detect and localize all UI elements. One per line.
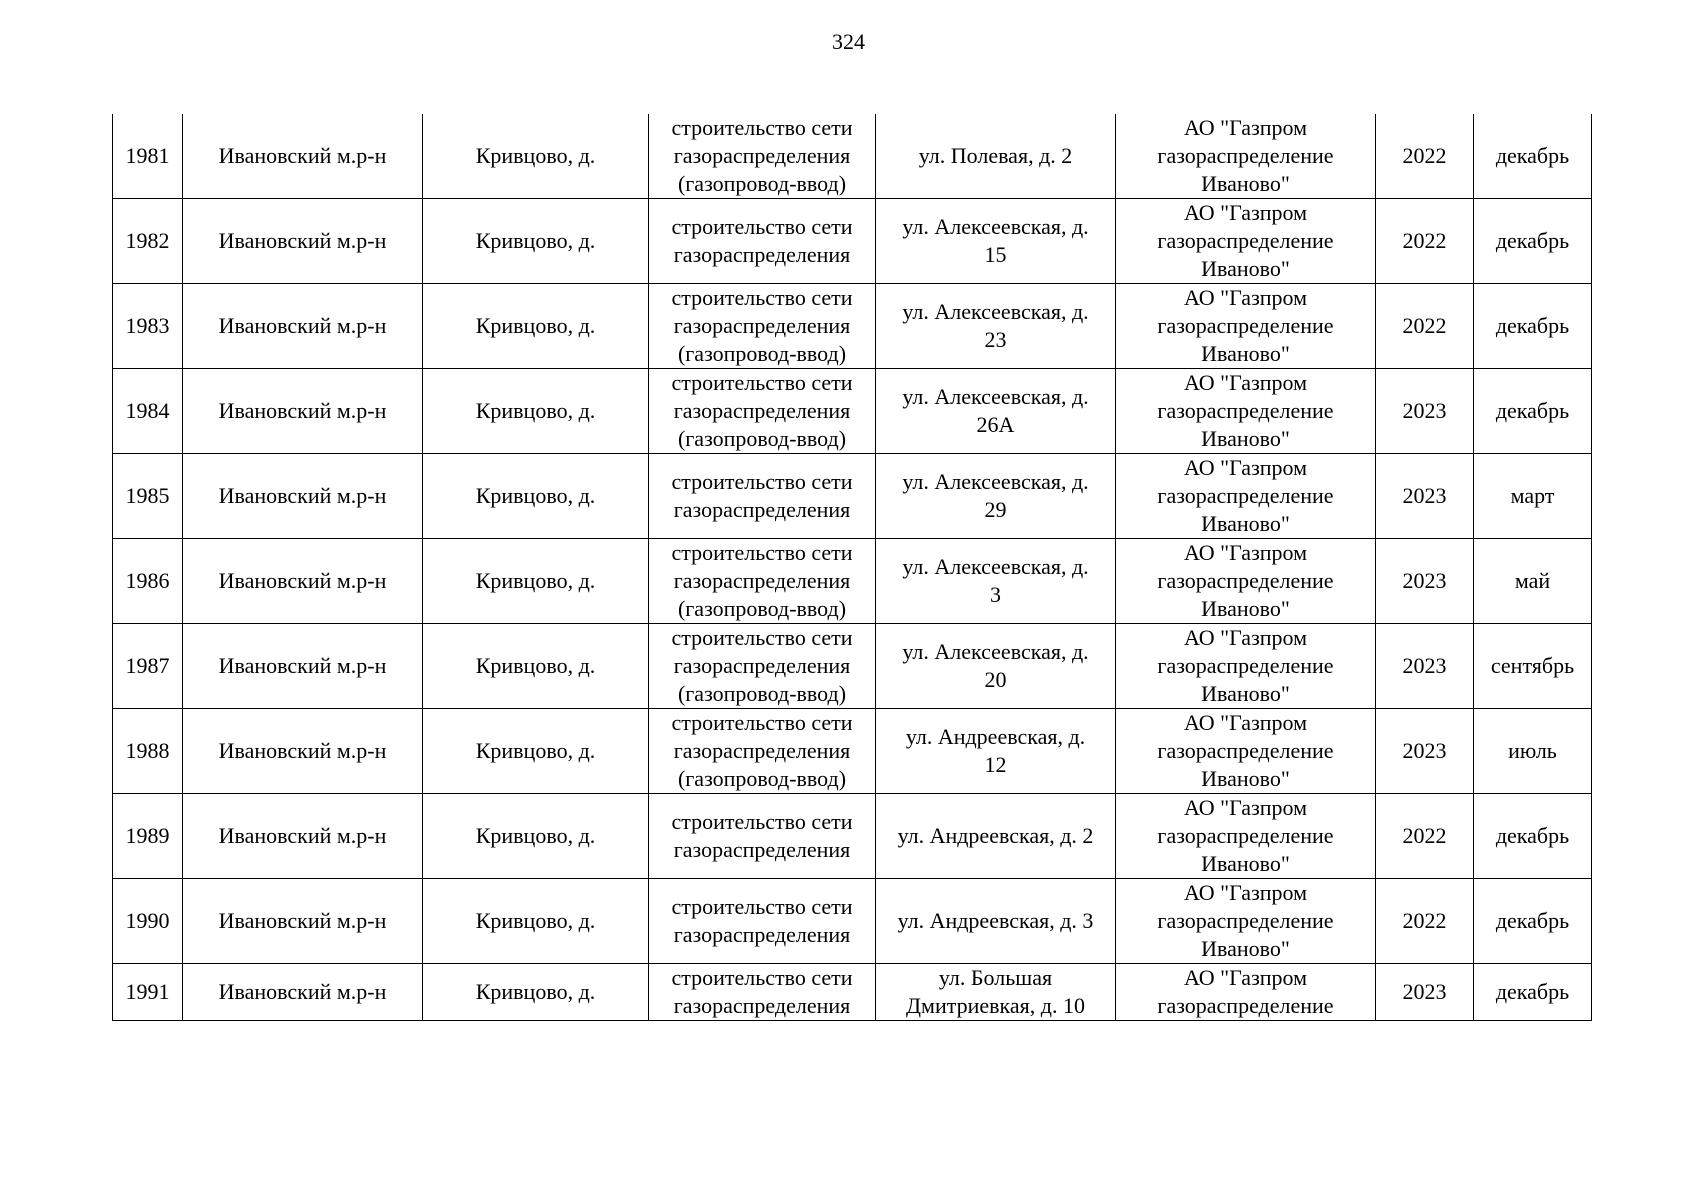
month-cell: декабрь: [1474, 199, 1592, 284]
month-cell: декабрь: [1474, 114, 1592, 199]
organization-cell: АО "Газпром газораспределение Иваново": [1116, 794, 1376, 879]
address-cell: ул. Андреевская, д. 2: [876, 794, 1116, 879]
month-cell: декабрь: [1474, 284, 1592, 369]
year-cell: 2023: [1376, 454, 1474, 539]
row-number: 1988: [113, 709, 183, 794]
row-number: 1982: [113, 199, 183, 284]
address-cell: ул. Алексеевская, д. 23: [876, 284, 1116, 369]
organization-cell: АО "Газпром газораспределение Иваново": [1116, 709, 1376, 794]
work-type-cell: строительство сети газораспределения (газопровод-ввод): [649, 284, 876, 369]
table-row: [113, 794, 1592, 879]
year-cell: 2023: [1376, 624, 1474, 709]
work-type-cell: строительство сети газораспределения (газопровод-ввод): [649, 369, 876, 454]
address-cell: ул. Большая Дмитриевкая, д. 10: [876, 964, 1116, 1021]
month-cell: декабрь: [1474, 794, 1592, 879]
work-type-cell: строительство сети газораспределения: [649, 454, 876, 539]
month-cell: май: [1474, 539, 1592, 624]
locality-cell: Кривцово, д.: [423, 114, 649, 199]
row-number: 1985: [113, 454, 183, 539]
table-row: [113, 284, 1592, 369]
organization-cell: АО "Газпром газораспределение Иваново": [1116, 454, 1376, 539]
work-type-cell: строительство сети газораспределения: [649, 879, 876, 964]
row-number: 1981: [113, 114, 183, 199]
row-number: 1987: [113, 624, 183, 709]
work-type-cell: строительство сети газораспределения (газопровод-ввод): [649, 624, 876, 709]
row-number: 1990: [113, 879, 183, 964]
organization-cell: АО "Газпром газораспределение Иваново": [1116, 624, 1376, 709]
table-row: [113, 454, 1592, 539]
row-number: 1991: [113, 964, 183, 1021]
work-type-cell: строительство сети газораспределения: [649, 199, 876, 284]
work-type-cell: строительство сети газораспределения: [649, 794, 876, 879]
locality-cell: Кривцово, д.: [423, 879, 649, 964]
district-cell: Ивановский м.р-н: [183, 114, 423, 199]
district-cell: Ивановский м.р-н: [183, 794, 423, 879]
locality-cell: Кривцово, д.: [423, 369, 649, 454]
table-row: [113, 964, 1592, 1021]
month-cell: декабрь: [1474, 879, 1592, 964]
locality-cell: Кривцово, д.: [423, 284, 649, 369]
organization-cell: АО "Газпром газораспределение Иваново": [1116, 114, 1376, 199]
year-cell: 2023: [1376, 964, 1474, 1021]
year-cell: 2023: [1376, 709, 1474, 794]
address-cell: ул. Андреевская, д. 3: [876, 879, 1116, 964]
district-cell: Ивановский м.р-н: [183, 964, 423, 1021]
district-cell: Ивановский м.р-н: [183, 539, 423, 624]
work-type-cell: строительство сети газораспределения (газопровод-ввод): [649, 114, 876, 199]
locality-cell: Кривцово, д.: [423, 709, 649, 794]
work-type-cell: строительство сети газораспределения (газопровод-ввод): [649, 539, 876, 624]
year-cell: 2022: [1376, 879, 1474, 964]
year-cell: 2022: [1376, 199, 1474, 284]
organization-cell: АО "Газпром газораспределение Иваново": [1116, 369, 1376, 454]
table-row: [113, 199, 1592, 284]
locality-cell: Кривцово, д.: [423, 964, 649, 1021]
month-cell: декабрь: [1474, 369, 1592, 454]
locality-cell: Кривцово, д.: [423, 199, 649, 284]
organization-cell: АО "Газпром газораспределение Иваново": [1116, 879, 1376, 964]
address-cell: ул. Андреевская, д. 12: [876, 709, 1116, 794]
row-number: 1986: [113, 539, 183, 624]
table-row: [113, 709, 1592, 794]
district-cell: Ивановский м.р-н: [183, 624, 423, 709]
table-row: [113, 369, 1592, 454]
month-cell: сентябрь: [1474, 624, 1592, 709]
organization-cell: АО "Газпром газораспределение Иваново": [1116, 539, 1376, 624]
address-cell: ул. Алексеевская, д. 3: [876, 539, 1116, 624]
address-cell: ул. Алексеевская, д. 26А: [876, 369, 1116, 454]
year-cell: 2022: [1376, 284, 1474, 369]
work-type-cell: строительство сети газораспределения (газопровод-ввод): [649, 709, 876, 794]
year-cell: 2023: [1376, 539, 1474, 624]
row-number: 1983: [113, 284, 183, 369]
work-type-cell: строительство сети газораспределения: [649, 964, 876, 1021]
district-cell: Ивановский м.р-н: [183, 454, 423, 539]
month-cell: март: [1474, 454, 1592, 539]
organization-cell: АО "Газпром газораспределение: [1116, 964, 1376, 1021]
district-cell: Ивановский м.р-н: [183, 879, 423, 964]
year-cell: 2023: [1376, 369, 1474, 454]
address-cell: ул. Полевая, д. 2: [876, 114, 1116, 199]
locality-cell: Кривцово, д.: [423, 454, 649, 539]
organization-cell: АО "Газпром газораспределение Иваново": [1116, 284, 1376, 369]
address-cell: ул. Алексеевская, д. 29: [876, 454, 1116, 539]
table-row: [113, 539, 1592, 624]
page-number: 324: [832, 29, 865, 54]
locality-cell: Кривцово, д.: [423, 624, 649, 709]
year-cell: 2022: [1376, 114, 1474, 199]
month-cell: июль: [1474, 709, 1592, 794]
organization-cell: АО "Газпром газораспределение Иваново": [1116, 199, 1376, 284]
table-body: [113, 114, 1592, 1021]
row-number: 1989: [113, 794, 183, 879]
locality-cell: Кривцово, д.: [423, 539, 649, 624]
address-cell: ул. Алексеевская, д. 20: [876, 624, 1116, 709]
month-cell: декабрь: [1474, 964, 1592, 1021]
district-cell: Ивановский м.р-н: [183, 369, 423, 454]
table-row: [113, 624, 1592, 709]
gas-distribution-table: [112, 114, 1592, 1021]
year-cell: 2022: [1376, 794, 1474, 879]
locality-cell: Кривцово, д.: [423, 794, 649, 879]
row-number: 1984: [113, 369, 183, 454]
district-cell: Ивановский м.р-н: [183, 284, 423, 369]
district-cell: Ивановский м.р-н: [183, 709, 423, 794]
table-row: [113, 114, 1592, 199]
address-cell: ул. Алексеевская, д. 15: [876, 199, 1116, 284]
table-row: [113, 879, 1592, 964]
district-cell: Ивановский м.р-н: [183, 199, 423, 284]
